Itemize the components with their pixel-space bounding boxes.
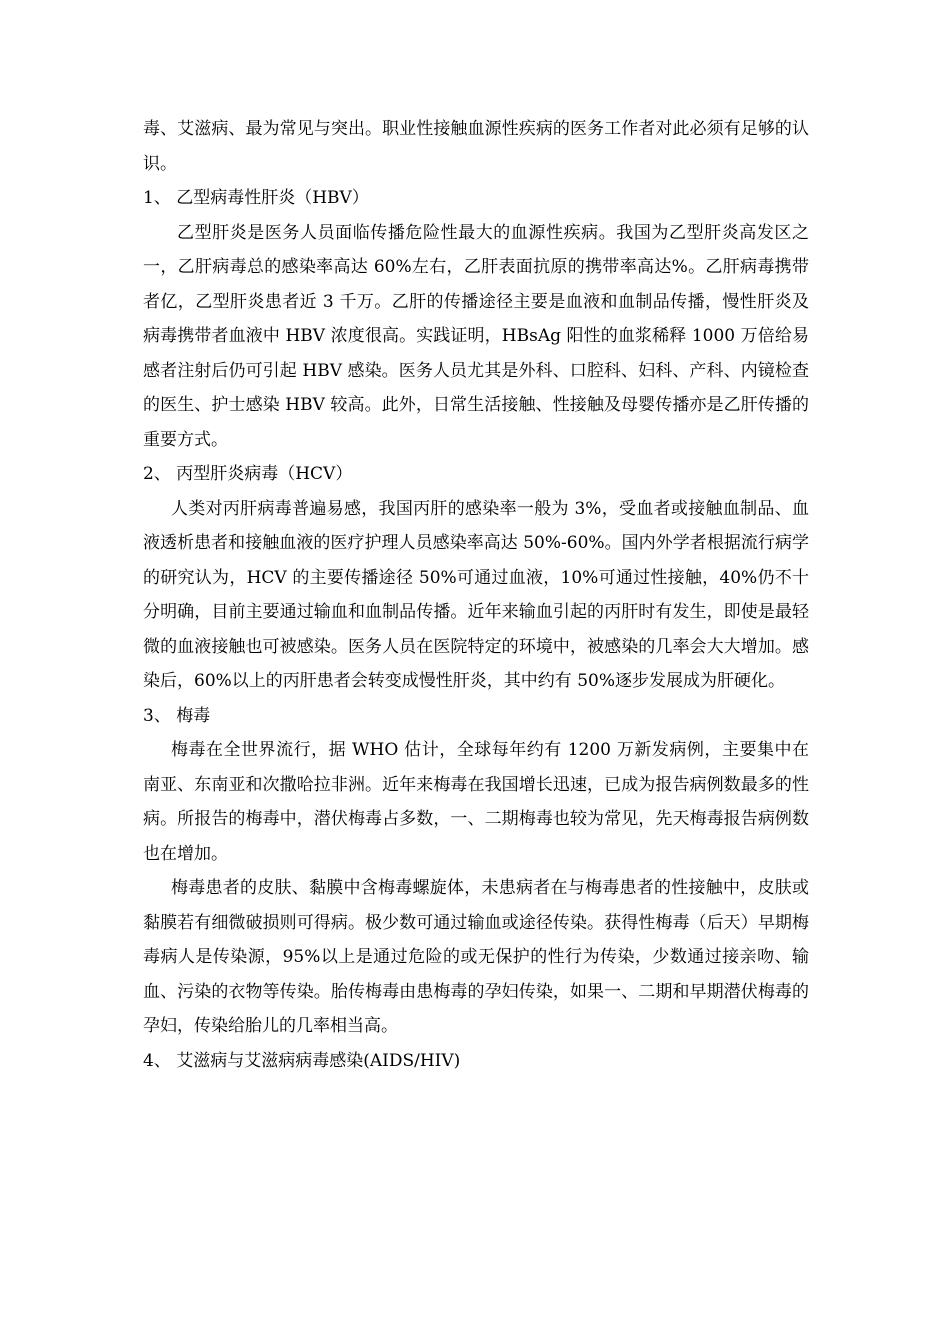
- hcv-heading: 2、 丙型肝炎病毒（HCV）: [143, 464, 353, 484]
- aids-heading: 4、 艾滋病与艾滋病病毒感染(AIDS/HIV): [143, 1050, 461, 1071]
- hbv-paragraph: 乙型肝炎是医务人员面临传播危险性最大的血源性疾病。我国为乙型肝炎高发区之一，乙肝病毒总的感染率高达 60%左右，乙肝表面抗原的携带率高达%。乙肝病毒携带者亿，乙型肝炎患者近 3 千万。乙肝的传播途径主要是血液和血制品传播，慢性肝炎及病毒携带者血液中 HBV 浓度很高。实践证明，HBsAg 阳性的血浆稀释 1000 万倍给易感者注射后仍可引起 HBV 感染。医务人员尤其是外科、口腔科、妇科、产科、内镜检查的医生、护士感染 HBV 较高。此外，日常生活接触、性接触及母婴传播亦是乙肝传播的重要方式。: [143, 222, 809, 450]
- hbv-heading: 1、 乙型病毒性肝炎（HBV）: [143, 188, 369, 208]
- syphilis-heading: 3、 梅毒: [143, 705, 211, 726]
- intro-paragraph: 毒、艾滋病、最为常见与突出。职业性接触血源性疾病的医务工作者对此必须有足够的认识。: [143, 119, 809, 174]
- syphilis-paragraph-2: 梅毒患者的皮肤、黏膜中含梅毒螺旋体，未患病者在与梅毒患者的性接触中，皮肤或黏膜若有细微破损则可得病。极少数可通过输血或途径传染。获得性梅毒（后天）早期梅毒病人是传染源，95%以上是通过危险的或无保护的性行为传染，少数通过接亲吻、输血、污染的衣物等传染。胎传梅毒由患梅毒的孕妇传染，如果一、二期和早期潜伏梅毒的孕妇，传染给胎儿的几率相当高。: [143, 878, 809, 1036]
- syphilis-paragraph-1: 梅毒在全世界流行，据 WHO 估计，全球每年约有 1200 万新发病例，主要集中在南亚、东南亚和次撒哈拉非洲。近年来梅毒在我国增长迅速，已成为报告病例数最多的性病。所报告的梅毒中，潜伏梅毒占多数，一、二期梅毒也较为常见，先天梅毒报告病例数也在增加。: [143, 740, 809, 864]
- document-page: [143, 112, 809, 1078]
- hcv-paragraph: 人类对丙肝病毒普遍易感，我国丙肝的感染率一般为 3%，受血者或接触血制品、血液透析患者和接触血液的医疗护理人员感染率高达 50%-60%。国内外学者根据流行病学的研究认为，HCV 的主要传播途径 50%可通过血液，10%可通过性接触，40%仍不十分明确，目前主要通过输血和血制品传播。近年来输血引起的丙肝时有发生，即使是最轻微的血液接触也可被感染。医务人员在医院特定的环境中，被感染的几率会大大增加。感染后，60%以上的丙肝患者会转变成慢性肝炎，其中约有 50%逐步发展成为肝硬化。: [143, 498, 809, 691]
